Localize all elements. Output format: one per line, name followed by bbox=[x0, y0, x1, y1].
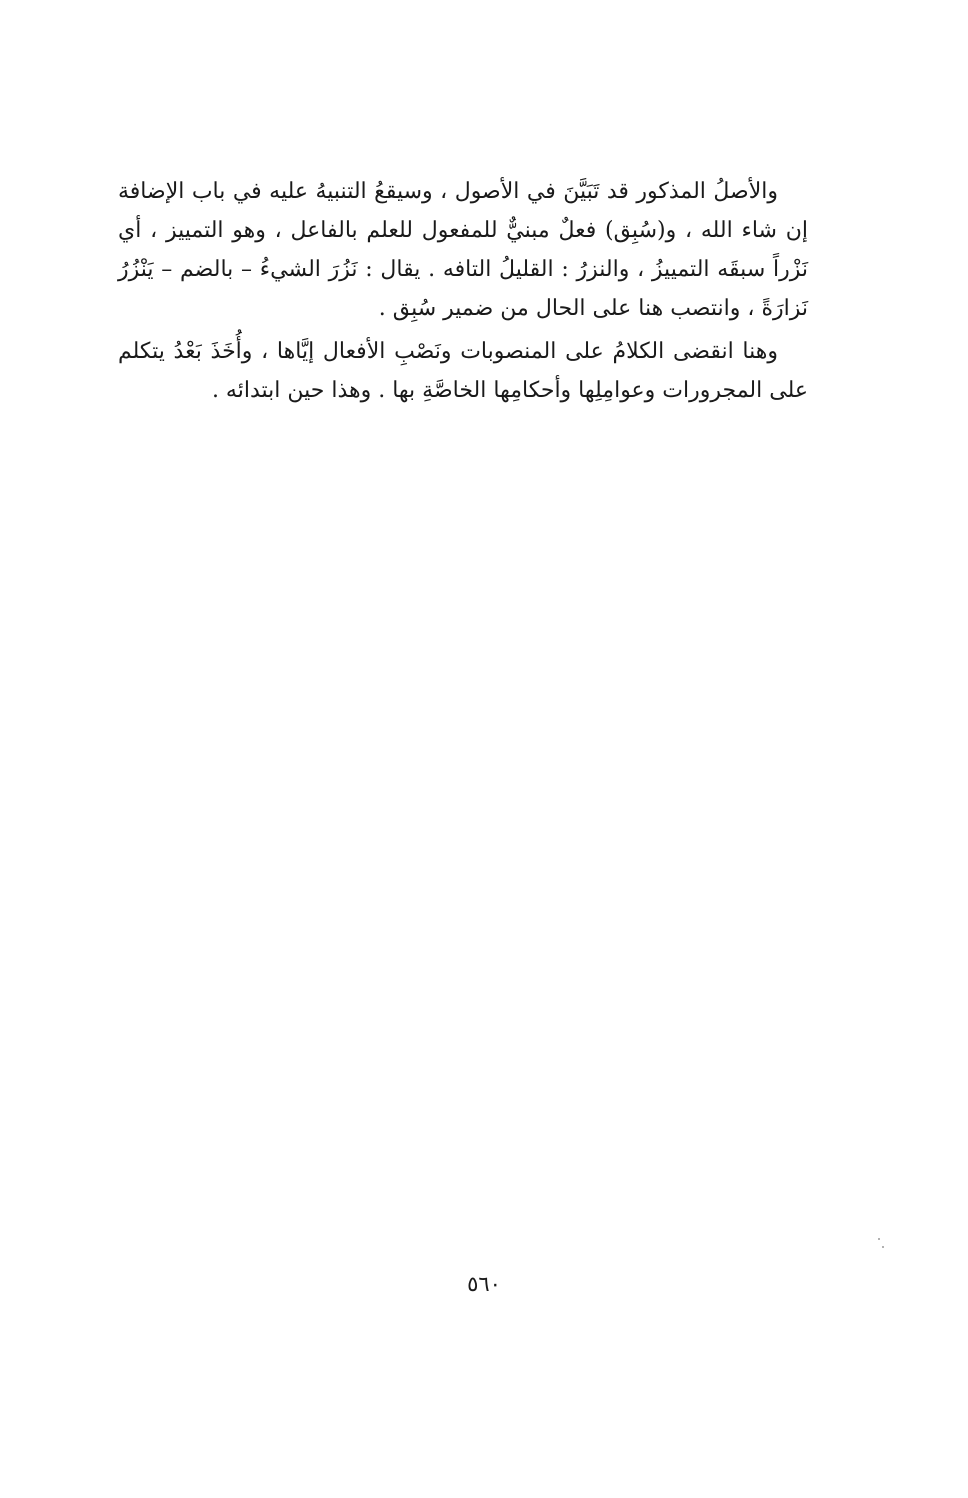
scan-speck bbox=[878, 1238, 880, 1240]
paragraph-1: والأصلُ المذكور قد تَبَيَّنَ في الأصول ، وسيقعُ التنبيهُ عليه في باب الإضافة إن شاء الله ، و(سُبِق) فعلٌ مبنيٌّ للمفعول للعلم بالفاعل ، وهو التمييز ، أي نَزْراً سبقَه التمييزُ ، والنزرُ : القليلُ التافه . يقال : نَزُرَ الشيءُ – بالضم – يَنْزُرُ نَزارَةً ، وانتصب هنا على الحال من ضمير سُبِق . bbox=[118, 179, 808, 321]
page-number: ٥٦٠ bbox=[467, 1272, 501, 1296]
body-text bbox=[118, 172, 808, 410]
scan-speck bbox=[882, 1246, 884, 1248]
paragraph-2: وهنا انقضى الكلامُ على المنصوبات ونَصْبِ الأفعال إيَّاها ، وأُخَذَ بَعْدُ يتكلم على المجرورات وعوامِلِها وأحكامِها الخاصَّةِ بها . وهذا حين ابتدائه . bbox=[118, 339, 808, 403]
